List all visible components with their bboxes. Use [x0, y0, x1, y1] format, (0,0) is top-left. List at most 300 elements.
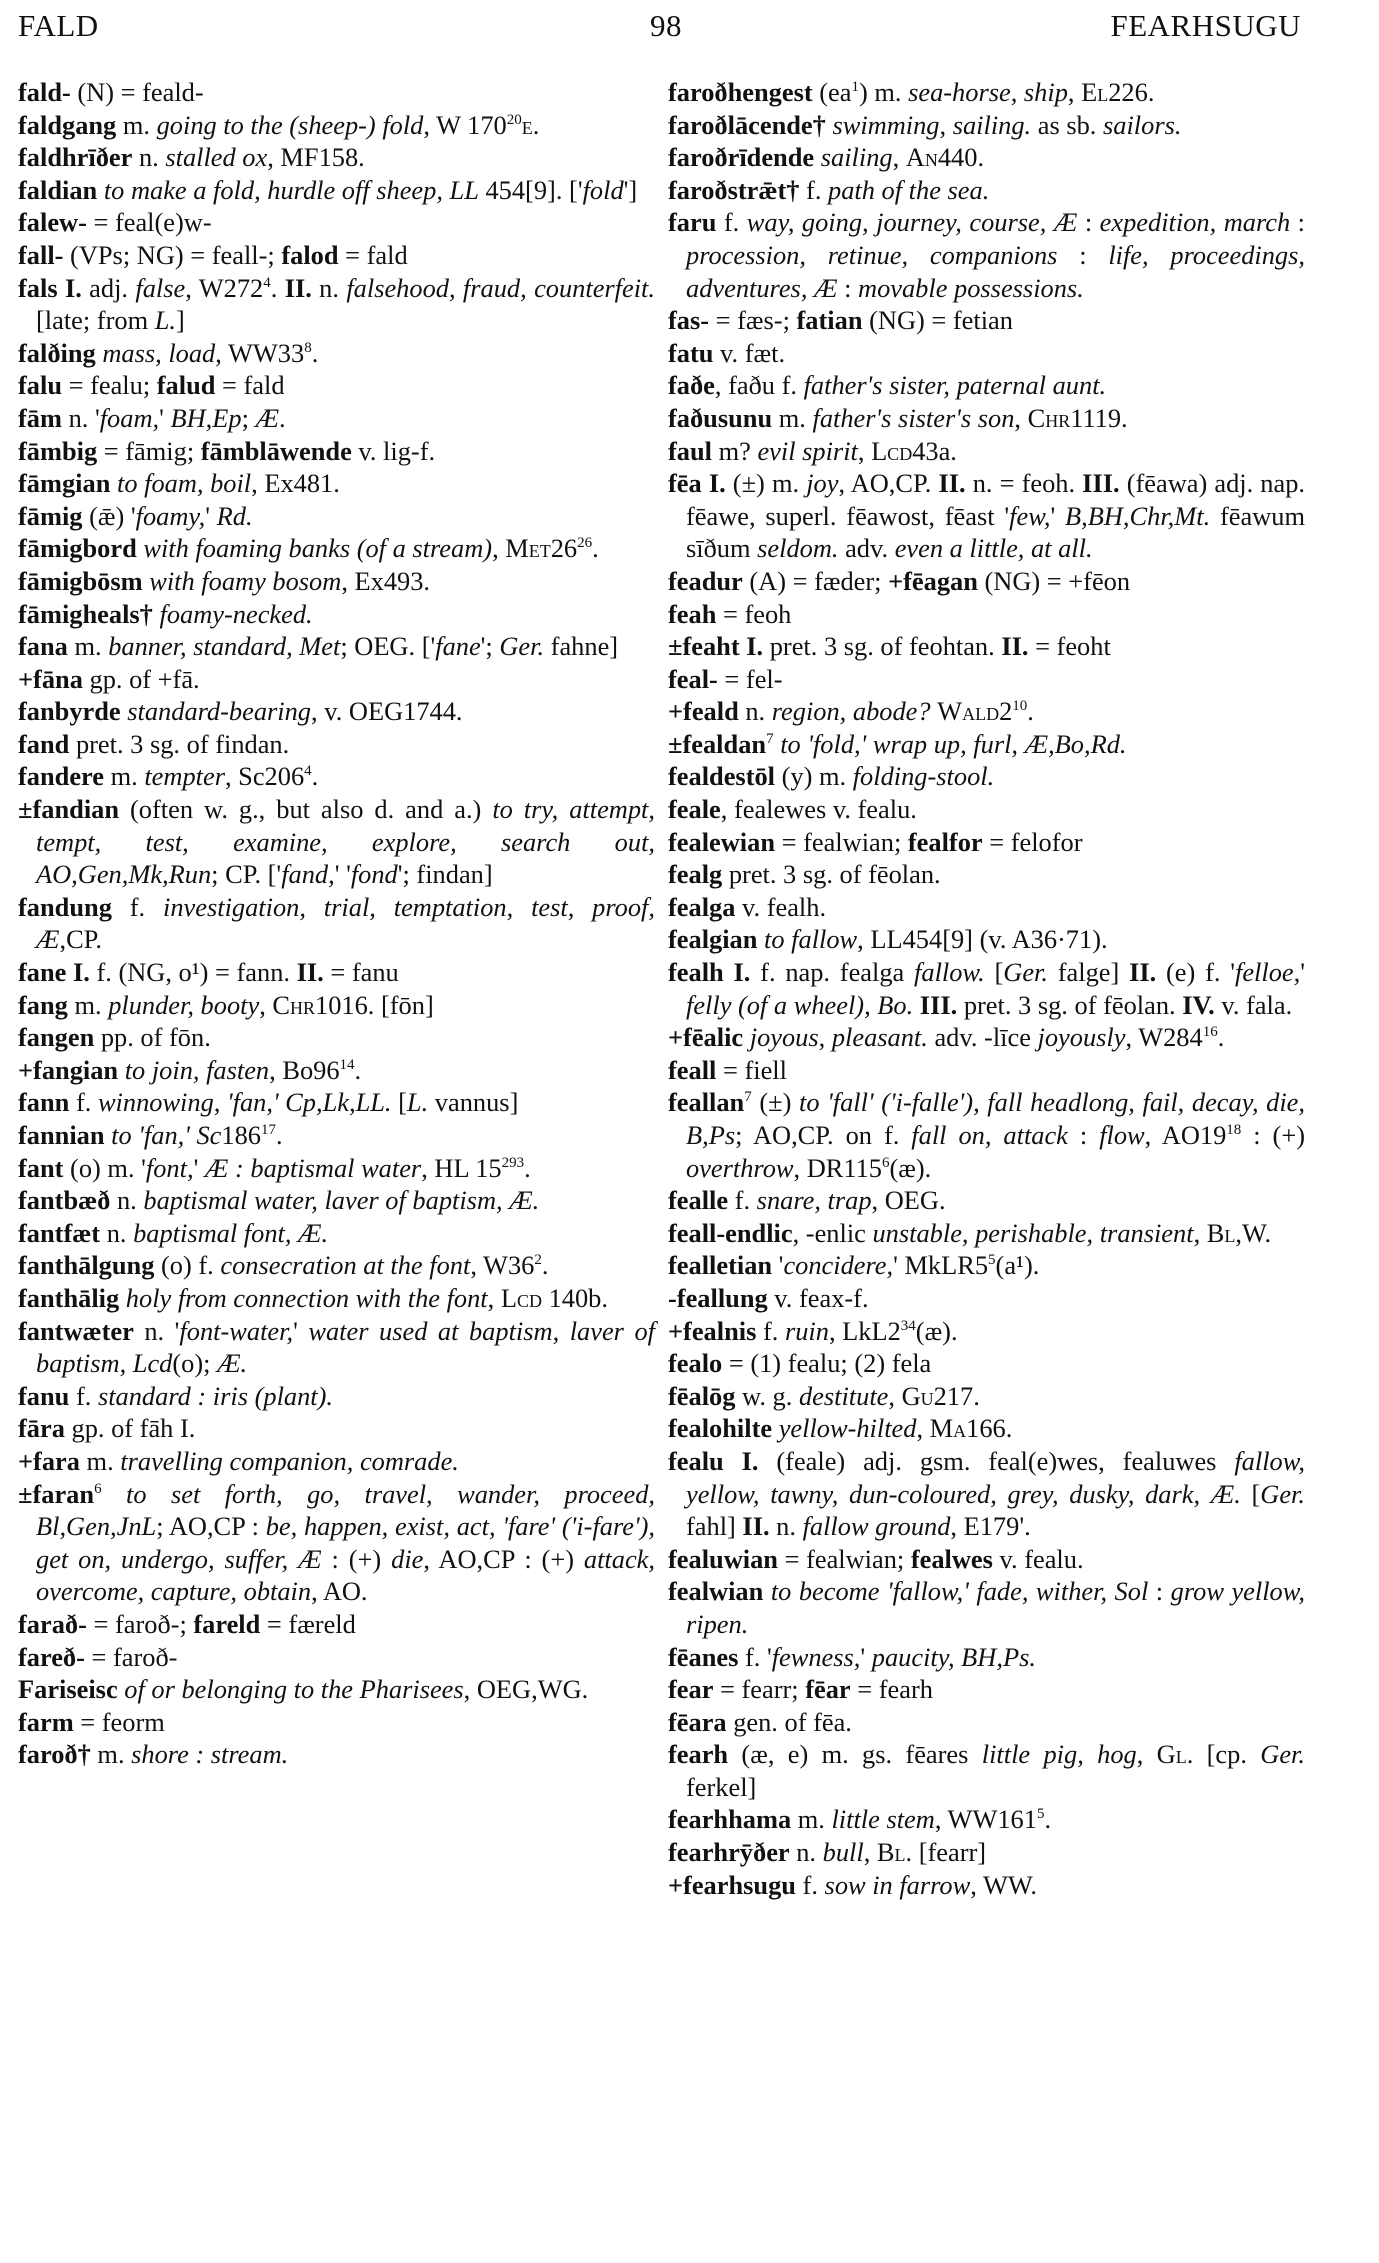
dictionary-entry — [668, 76, 1305, 109]
headword: I. — [733, 957, 751, 988]
dictionary-entry — [668, 663, 1305, 696]
dictionary-entry — [18, 109, 655, 142]
entry-text: , — [888, 1380, 902, 1411]
entry-text: (NG) = fetian — [862, 305, 1013, 336]
entry-text: fēawum sīðum — [686, 500, 1305, 564]
entry-text: ' — [159, 402, 171, 433]
dictionary-entry — [18, 1021, 655, 1054]
headword: fand — [18, 728, 70, 759]
headword: II. — [296, 957, 324, 988]
definition-text: Æ — [255, 402, 279, 433]
definition-text: procession, retinue, companions — [686, 239, 1058, 270]
dictionary-entry — [18, 1673, 655, 1706]
dictionary-entry — [668, 369, 1305, 402]
dictionary-entry — [18, 1249, 655, 1282]
dictionary-entry — [18, 272, 655, 337]
dictionary-entry — [18, 1119, 655, 1152]
headword: fareð- — [18, 1641, 85, 1672]
definition-text: region, abode? — [771, 696, 931, 727]
entry-text: 20 — [506, 111, 522, 128]
entry-text: El — [1081, 77, 1109, 107]
entry-text — [743, 1022, 750, 1052]
entry-text: , v. OEG1744. — [311, 696, 463, 727]
entry-text: . — [311, 337, 319, 368]
headword: fatian — [796, 305, 863, 336]
entry-text: ' — [205, 500, 217, 531]
entry-text: (y) m. — [775, 761, 853, 792]
headword: fearhhama — [668, 1804, 792, 1835]
entry-text: = fāmig; — [97, 435, 201, 466]
headword: fandere — [18, 761, 105, 792]
entry-text: [ — [984, 957, 1004, 988]
headword: fealwes — [910, 1543, 993, 1574]
headword: fall- — [18, 239, 64, 270]
dictionary-entry — [18, 500, 655, 533]
entry-text: ' — [860, 1641, 872, 1672]
entry-text: , MF158. — [267, 142, 365, 173]
definition-text: Ger. — [1003, 957, 1048, 988]
entry-text: (æ). — [889, 1152, 932, 1183]
entry-text: '] — [623, 174, 638, 205]
headword: farm — [18, 1706, 74, 1737]
definition-text: to foam, boil — [116, 468, 252, 499]
entry-text: , — [916, 1413, 930, 1444]
headword: feah — [668, 598, 717, 629]
definition-text: plunder, booty — [108, 989, 260, 1020]
entry-text: 7 — [766, 730, 774, 747]
headword: I. — [72, 957, 90, 988]
headword: fanthālgung — [18, 1250, 155, 1281]
headword: II. — [1129, 957, 1157, 988]
entry-text: = fæs-; — [709, 305, 797, 336]
entry-text: . — [1217, 1022, 1225, 1053]
headword: ±fandian — [18, 794, 120, 825]
entry-text: . [cp. — [1186, 1739, 1261, 1770]
entry-text: adv. — [838, 533, 895, 564]
entry-text: (A) = fæder; — [742, 565, 889, 596]
definition-text: sea-horse, ship — [908, 77, 1068, 107]
headword: fealle — [668, 1185, 729, 1216]
entry-text: m. — [791, 1804, 832, 1835]
entry-text: gen. of fēa. — [726, 1706, 852, 1737]
headword: fangen — [18, 1022, 95, 1053]
entry-text: f. — [728, 1185, 757, 1216]
definition-text: BH,Ep — [170, 402, 242, 433]
entry-text: 26 — [577, 535, 593, 552]
dictionary-entry — [668, 598, 1305, 631]
entry-text: , Ex481. — [251, 468, 340, 499]
entry-text: m. — [67, 989, 109, 1020]
headword: I. — [746, 631, 764, 662]
entry-text: ' — [1300, 957, 1305, 988]
entry-text: , OEG,WG. — [463, 1674, 589, 1705]
headword: falðing — [18, 337, 96, 368]
entry-text: Gl — [1156, 1739, 1187, 1770]
entry-text: ) m. — [858, 77, 909, 107]
headword: fealohilte — [668, 1413, 773, 1444]
dictionary-entry — [668, 337, 1305, 370]
headword: feallan — [668, 1087, 745, 1118]
entry-text: ] — [176, 305, 185, 336]
dictionary-entry — [668, 1412, 1305, 1445]
entry-text: Wald — [937, 696, 1000, 727]
entry-text: n. — [738, 696, 772, 727]
entry-text: m. — [104, 761, 145, 792]
definition-text: Rd. — [216, 500, 253, 531]
headword: ±feaht — [668, 631, 740, 662]
definition-text: holy from connection with the font — [125, 1282, 488, 1313]
entry-text: = faroð-; — [86, 1608, 194, 1639]
headword: falu — [18, 370, 62, 401]
definition-text: to set forth, go, travel, wander, proceed, Bl,Gen,JnL — [36, 1478, 655, 1542]
entry-text: '; findan] — [397, 859, 493, 890]
dictionary-entry — [668, 1282, 1305, 1315]
entry-text: ; OEG. [' — [340, 631, 436, 662]
entry-text: ' ' — [334, 859, 351, 890]
headword: fealga — [668, 891, 736, 922]
definition-text: destitute — [798, 1380, 889, 1411]
entry-text: Bl — [876, 1837, 906, 1868]
headword: feadur — [668, 565, 743, 596]
definition-text: water used at baptism, laver of baptism, Lcd — [36, 1315, 655, 1379]
entry-text: vannus] — [428, 1087, 519, 1118]
entry-text — [66, 957, 73, 987]
entry-text: = fearh — [850, 1674, 933, 1705]
entry-text — [110, 468, 117, 498]
headword: fareld — [193, 1608, 261, 1639]
entry-text: m. — [90, 1739, 132, 1770]
headword: faul — [668, 435, 712, 466]
dictionary-entry — [18, 435, 655, 468]
entry-text: [late; from — [36, 305, 155, 336]
definition-text: fold — [582, 174, 624, 205]
dictionary-entry — [668, 826, 1305, 859]
headword: II. — [284, 272, 312, 303]
entry-text: ; — [241, 402, 256, 433]
dictionary-entry — [668, 174, 1305, 207]
definition-text: shore : stream. — [131, 1739, 289, 1770]
headword: faroðstrǣt† — [668, 174, 800, 205]
entry-text: = fald — [215, 370, 285, 401]
headword: falud — [156, 370, 216, 401]
entry-text: f. — [69, 1087, 98, 1118]
entry-text: pret. 3 sg. of findan. — [69, 728, 290, 759]
entry-text: n. — [100, 1217, 134, 1248]
headword: fas- — [668, 305, 710, 336]
headword: +fēalic — [668, 1022, 744, 1053]
definition-text: to 'fan,' Sc — [111, 1120, 222, 1150]
entry-text — [102, 1479, 126, 1509]
definition-text: of or belonging to the Pharisees — [124, 1674, 464, 1705]
entry-text: 43a. — [912, 435, 957, 466]
entry-text: , AO. — [311, 1576, 368, 1607]
dictionary-entry — [668, 206, 1305, 304]
entry-text — [724, 1446, 742, 1476]
headword: ±fealdan — [668, 728, 767, 759]
headword: fealewian — [668, 826, 776, 857]
entry-text: f. ' — [738, 1641, 772, 1672]
dictionary-entry — [18, 76, 655, 109]
entry-text: (æ). — [915, 1315, 958, 1346]
dictionary-entry — [18, 1641, 655, 1674]
entry-text: , -enlic — [792, 1217, 873, 1248]
dictionary-entry — [18, 532, 655, 565]
entry-text: 17 — [261, 1122, 276, 1138]
entry-text: . — [532, 109, 540, 140]
entry-text: 6 — [94, 1480, 102, 1497]
dictionary-entry — [18, 1282, 655, 1315]
headword: farað- — [18, 1608, 87, 1639]
entry-text — [119, 1283, 126, 1313]
headword: fealo — [668, 1348, 723, 1379]
entry-text: . — [1044, 1804, 1052, 1835]
dictionary-entry — [668, 1086, 1305, 1184]
entry-text: . — [311, 761, 319, 792]
entry-text: , LkL2 — [828, 1315, 901, 1346]
dictionary-entry — [18, 1608, 655, 1641]
entry-text: 2 — [999, 696, 1013, 727]
definition-text: fand, — [281, 859, 335, 890]
definition-text: be, happen, exist, act, 'fare' ('i-fare'), get on, undergo, suffer, Æ — [36, 1511, 656, 1574]
dictionary-entry — [18, 728, 655, 761]
entry-text: fahne] — [544, 631, 619, 662]
dictionary-entry — [18, 467, 655, 500]
definition-text: grow yellow, ripen. — [686, 1576, 1305, 1639]
headword: -feallung — [668, 1282, 768, 1313]
entry-text: v. fealu. — [992, 1543, 1084, 1574]
dictionary-entry — [18, 793, 655, 891]
entry-text: Met — [505, 533, 551, 564]
entry-text: v. lig-f. — [351, 435, 436, 466]
entry-text: 4 — [304, 763, 312, 780]
headword: fēa — [668, 468, 702, 499]
entry-text: 10 — [1012, 698, 1028, 715]
definition-text: foamy-necked. — [159, 598, 313, 629]
entry-text — [97, 175, 104, 205]
entry-text: f. — [111, 891, 164, 922]
entry-text: = feal(e)w- — [86, 207, 212, 238]
headword: fealu — [668, 1445, 724, 1476]
definition-text: yellow-hilted — [778, 1413, 917, 1444]
entry-text: : — [1067, 1120, 1100, 1150]
entry-text: = fanu — [323, 957, 399, 988]
headword: faroðhengest — [668, 77, 813, 107]
headword: fanbyrde — [18, 696, 121, 727]
definition-text: fallow, yellow, tawny, dun-coloured, grey, dusky, dark, Æ. — [686, 1445, 1305, 1509]
entry-text: , W36 — [470, 1250, 535, 1281]
entry-text: . — [270, 272, 285, 303]
entry-text: (±) m. — [725, 468, 807, 499]
entry-text: = feoh — [716, 598, 792, 629]
entry-text: (o); — [172, 1348, 218, 1379]
entry-text: , — [892, 142, 906, 173]
entry-text: 5 — [988, 1252, 996, 1269]
entry-text: m. — [67, 631, 109, 662]
headword: fane — [18, 957, 67, 988]
dictionary-entry — [668, 467, 1305, 565]
definition-text: baptismal font, Æ. — [133, 1217, 329, 1248]
headword: fanu — [18, 1380, 70, 1411]
entry-text: f. — [756, 1315, 785, 1346]
entry-text: (often w. g., but also d. and a.) — [119, 794, 493, 825]
entry-text: 1016. [fōn] — [315, 989, 434, 1020]
entry-text: 4 — [263, 274, 271, 291]
entry-text: : — [1290, 207, 1305, 238]
dictionary-entry — [668, 1869, 1305, 1902]
headword: +fearhsugu — [668, 1869, 796, 1900]
entry-text: : — [1077, 207, 1100, 238]
definition-text: even a little, at all. — [894, 533, 1093, 564]
dictionary-entry — [18, 1412, 655, 1445]
definition-text: seldom. — [757, 533, 839, 564]
headword: fēar — [805, 1674, 851, 1705]
definition-text: ruin — [784, 1315, 829, 1346]
entry-text: ' — [193, 1152, 205, 1183]
entry-text: Gu — [901, 1380, 934, 1411]
dictionary-entry — [18, 891, 655, 956]
entry-text: m. — [116, 109, 157, 140]
entry-text: (o) m. ' — [63, 1152, 146, 1183]
headword: fāmgian — [18, 468, 111, 499]
dictionary-entry — [668, 695, 1305, 728]
entry-text: , AO,CP. — [838, 468, 939, 499]
dictionary-entry — [18, 1184, 655, 1217]
entry-text: n. ' — [61, 402, 100, 433]
entry-text — [763, 1576, 771, 1606]
entry-text: 217. — [933, 1380, 980, 1411]
entry-text: ' MkLR5 — [893, 1250, 989, 1281]
definition-text: baptismal water, laver of baptism, Æ. — [143, 1185, 540, 1216]
definition-text: bull — [822, 1837, 864, 1868]
definition-text: Æ : baptismal water — [204, 1152, 422, 1183]
dictionary-entry — [18, 956, 655, 989]
entry-text: gp. of fāh I. — [64, 1413, 196, 1444]
entry-text: pret. 3 sg. of fēolan. — [722, 859, 941, 890]
headword: fāmblāwende — [200, 435, 352, 466]
headword: fearhrȳðer — [668, 1837, 790, 1868]
definition-text: snare, trap — [756, 1185, 872, 1216]
entry-text: n. — [110, 1185, 144, 1216]
definition-text: with foaming banks (of a stream) — [143, 533, 493, 564]
entry-text: 18 — [1226, 1122, 1242, 1138]
entry-text: , — [1014, 402, 1028, 433]
entry-text: 1119. — [1070, 402, 1128, 433]
definition-text: way, going, journey, course, Æ — [746, 207, 1078, 238]
entry-text: pret. 3 sg. of feohtan. — [763, 631, 1002, 662]
definition-text: foam, — [99, 402, 160, 433]
entry-text: n. — [132, 142, 166, 173]
right-column — [668, 76, 1305, 1901]
definition-text: joyously — [1037, 1022, 1126, 1053]
headword: feale — [668, 794, 721, 825]
headword: fēara — [668, 1706, 727, 1737]
entry-text: 8 — [304, 339, 312, 356]
dictionary-entry — [668, 630, 1305, 663]
definition-text: felly (of a wheel), Bo. — [686, 989, 914, 1020]
entry-text: . — [524, 1152, 531, 1183]
headword: +fēagan — [888, 565, 978, 596]
entry-text: , Ex493. — [341, 565, 431, 596]
entry-text — [58, 273, 65, 303]
entry-text: [ — [1240, 1478, 1261, 1509]
definition-text: father's sister's son — [812, 402, 1015, 433]
headword: II. — [938, 468, 966, 499]
entry-text: , — [259, 989, 273, 1020]
dictionary-entry — [668, 1836, 1305, 1869]
headword: fannian — [18, 1120, 105, 1150]
entry-text: 186 — [221, 1120, 261, 1150]
entry-text: n. — [789, 1837, 823, 1868]
definition-text: to join, fasten — [124, 1054, 270, 1085]
entry-text: m? — [712, 435, 758, 466]
headword: +fāna — [18, 663, 83, 694]
entry-text: n. ' — [133, 1315, 180, 1346]
entry-text: = fiell — [716, 1054, 787, 1085]
headword: I. — [708, 468, 726, 499]
dictionary-entry — [668, 1249, 1305, 1282]
dictionary-entry — [18, 402, 655, 435]
dictionary-entry — [18, 1152, 655, 1185]
headword: fang — [18, 989, 68, 1020]
headword: feall — [668, 1054, 717, 1085]
dictionary-entry — [18, 663, 655, 696]
entry-text: Bl — [1206, 1217, 1236, 1248]
dictionary-entry — [668, 1641, 1305, 1674]
headword: faldhrīðer — [18, 142, 133, 173]
headword: III. — [1082, 468, 1120, 499]
entry-text: (ǣ) ' — [82, 500, 136, 531]
headword: faðe — [668, 370, 715, 401]
entry-text: gp. of +fā. — [82, 663, 200, 694]
entry-text: ; AO,CP. on f. — [735, 1120, 912, 1150]
definition-text: to 'fall' ('i-falle'), fall headlong, fail, decay, die, B,Ps — [686, 1087, 1305, 1150]
headword: fandung — [18, 891, 112, 922]
headword: I. — [64, 272, 82, 303]
definition-text: stalled ox — [165, 142, 268, 173]
entry-text: = feorm — [73, 1706, 165, 1737]
definition-text: few, — [1009, 500, 1051, 531]
entry-text: f. — [716, 207, 747, 238]
headword: fealfor — [907, 826, 983, 857]
entry-text: (ea — [812, 77, 852, 107]
dictionary-entry — [18, 141, 655, 174]
entry-text: . [fearr] — [905, 1837, 987, 1868]
definition-text: Ger. — [1260, 1739, 1305, 1770]
dictionary-entry — [668, 1054, 1305, 1087]
entry-text: , W 170 — [423, 109, 507, 140]
entry-text: : — [1057, 239, 1109, 270]
entry-text: 14 — [339, 1056, 355, 1073]
dictionary-entry — [668, 1673, 1305, 1706]
headword: fealh — [668, 957, 724, 988]
entry-text: . — [592, 533, 599, 564]
entry-text: 7 — [744, 1089, 752, 1106]
entry-text: 166. — [966, 1413, 1013, 1444]
entry-text: 5 — [1036, 1806, 1045, 1823]
headword: feall-endlic — [668, 1217, 793, 1248]
entry-text: , OEG. — [871, 1185, 946, 1216]
entry-text: adj. — [81, 272, 136, 303]
dictionary-entry — [668, 956, 1305, 1021]
entry-text: (fēawa) adj. nap. fēawe, superl. fēawost, fēast ' — [686, 468, 1305, 531]
headword: fealdestōl — [668, 761, 776, 792]
entry-text: 226. — [1108, 77, 1155, 107]
dictionary-entry — [18, 206, 655, 239]
entry-text: : — [837, 272, 859, 303]
entry-text: ; AO,CP : — [156, 1511, 266, 1542]
dictionary-entry — [18, 1445, 655, 1478]
dictionary-entry — [668, 1184, 1305, 1217]
